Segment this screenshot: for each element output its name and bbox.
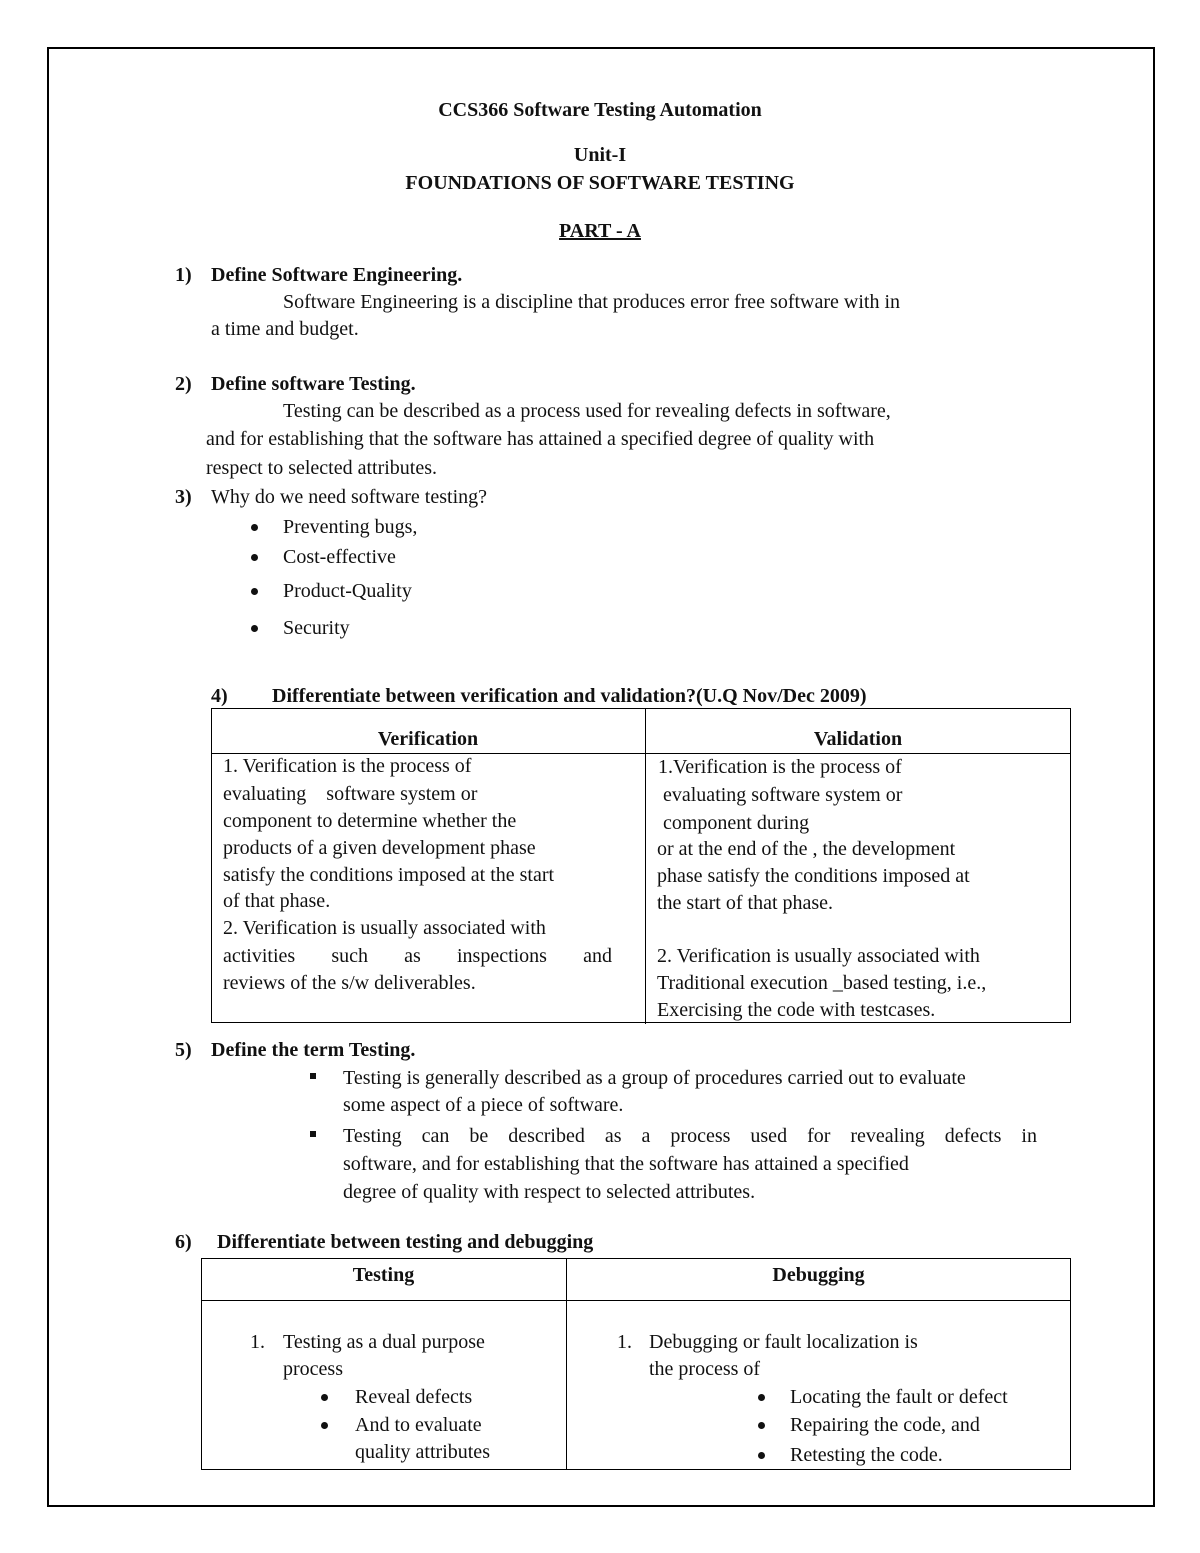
table-column-divider xyxy=(645,708,646,1024)
q5-title: Define the term Testing. xyxy=(211,1039,416,1061)
q5-bullet-line: Testing is generally described as a group of procedures carried out to evaluate xyxy=(343,1067,966,1089)
validation-cell-line: Traditional execution _based testing, i.e., xyxy=(657,972,987,994)
validation-cell-line: evaluating software system or xyxy=(663,784,903,806)
q6-title: Differentiate between testing and debugging xyxy=(217,1231,594,1253)
table-top-border xyxy=(211,708,1071,709)
debugging-item-number: 1. xyxy=(617,1331,632,1353)
q3-title: Why do we need software testing? xyxy=(211,486,488,508)
verification-cell-line: satisfy the conditions imposed at the start xyxy=(223,864,555,886)
testing-item-line: process xyxy=(283,1358,343,1380)
bullet-icon xyxy=(251,625,258,632)
bullet-icon xyxy=(321,1394,328,1401)
q3-number: 3) xyxy=(175,486,192,508)
q4-title: Differentiate between verification and validation?(U.Q Nov/Dec 2009) xyxy=(272,685,867,707)
bullet-icon xyxy=(758,1452,765,1459)
unit-label: Unit-I xyxy=(573,144,627,166)
unit-title: FOUNDATIONS OF SOFTWARE TESTING xyxy=(405,172,795,194)
q2-answer-line: and for establishing that the software has attained a specified degree of quality with xyxy=(206,428,875,450)
q3-bullet: Product-Quality xyxy=(283,580,412,602)
testing-item-line: Testing as a dual purpose xyxy=(283,1331,485,1353)
table-column-divider xyxy=(566,1258,567,1470)
square-bullet-icon xyxy=(310,1073,316,1079)
q2-answer-line: respect to selected attributes. xyxy=(206,457,438,479)
table-header-debugging: Debugging xyxy=(772,1264,865,1286)
testing-bullet: And to evaluate xyxy=(355,1414,482,1436)
bullet-icon xyxy=(251,554,258,561)
validation-cell-line: or at the end of the , the development xyxy=(657,838,956,860)
verification-cell-line: of that phase. xyxy=(223,890,331,912)
verification-cell-line: reviews of the s/w deliverables. xyxy=(223,972,476,994)
testing-bullet: quality attributes xyxy=(355,1441,490,1463)
validation-cell-line: Exercising the code with testcases. xyxy=(657,999,936,1021)
q2-answer-line: Testing can be described as a process used for revealing defects in software, xyxy=(283,400,891,422)
q2-title: Define software Testing. xyxy=(211,373,416,395)
debugging-bullet: Retesting the code. xyxy=(790,1444,943,1466)
bullet-icon xyxy=(758,1422,765,1429)
q4-number: 4) xyxy=(211,685,228,707)
square-bullet-icon xyxy=(310,1131,316,1137)
testing-item-number: 1. xyxy=(250,1331,265,1353)
q1-answer-line: Software Engineering is a discipline that produces error free software with in xyxy=(283,291,901,313)
table-header-verification: Verification xyxy=(377,728,479,750)
debugging-bullet: Locating the fault or defect xyxy=(790,1386,1008,1408)
bullet-icon xyxy=(251,524,258,531)
validation-cell-line: 2. Verification is usually associated with xyxy=(657,945,980,967)
table-header-testing: Testing xyxy=(352,1264,415,1286)
q2-number: 2) xyxy=(175,373,192,395)
debugging-bullet: Repairing the code, and xyxy=(790,1414,980,1436)
verification-cell-line: activities such as inspections and xyxy=(223,945,612,967)
table-header-divider xyxy=(201,1300,1071,1301)
q1-number: 1) xyxy=(175,264,192,286)
verification-cell-line: component to determine whether the xyxy=(223,810,517,832)
course-title: CCS366 Software Testing Automation xyxy=(438,99,762,121)
debugging-item-line: Debugging or fault localization is xyxy=(649,1331,918,1353)
q6-number: 6) xyxy=(175,1231,192,1253)
verification-cell-line: 2. Verification is usually associated with xyxy=(223,917,546,939)
validation-cell-line: phase satisfy the conditions imposed at xyxy=(657,865,970,887)
verification-cell-line: 1. Verification is the process of xyxy=(223,755,472,777)
q5-number: 5) xyxy=(175,1039,192,1061)
verification-cell-line: evaluating software system or xyxy=(223,783,478,805)
bullet-icon xyxy=(321,1422,328,1429)
q5-bullet-line: some aspect of a piece of software. xyxy=(343,1094,624,1116)
part-heading: PART - A xyxy=(559,220,641,242)
debugging-item-line: the process of xyxy=(649,1358,761,1380)
q3-bullet: Security xyxy=(283,617,350,639)
q5-bullet-line: Testing can be described as a process used for revealing defects in xyxy=(343,1125,1037,1147)
q1-title: Define Software Engineering. xyxy=(211,264,463,286)
validation-cell-line: 1.Verification is the process of xyxy=(658,756,902,778)
q3-bullet: Preventing bugs, xyxy=(283,516,418,538)
q1-answer-line: a time and budget. xyxy=(211,318,359,340)
validation-cell-line: component during xyxy=(663,812,810,834)
verification-cell-line: products of a given development phase xyxy=(223,837,536,859)
q5-bullet-line: degree of quality with respect to selected attributes. xyxy=(343,1181,756,1203)
validation-cell-line: the start of that phase. xyxy=(657,892,834,914)
testing-bullet: Reveal defects xyxy=(355,1386,473,1408)
table-header-validation: Validation xyxy=(813,728,903,750)
bullet-icon xyxy=(758,1394,765,1401)
q5-bullet-line: software, and for establishing that the software has attained a specified xyxy=(343,1153,909,1175)
bullet-icon xyxy=(251,588,258,595)
q3-bullet: Cost-effective xyxy=(283,546,396,568)
